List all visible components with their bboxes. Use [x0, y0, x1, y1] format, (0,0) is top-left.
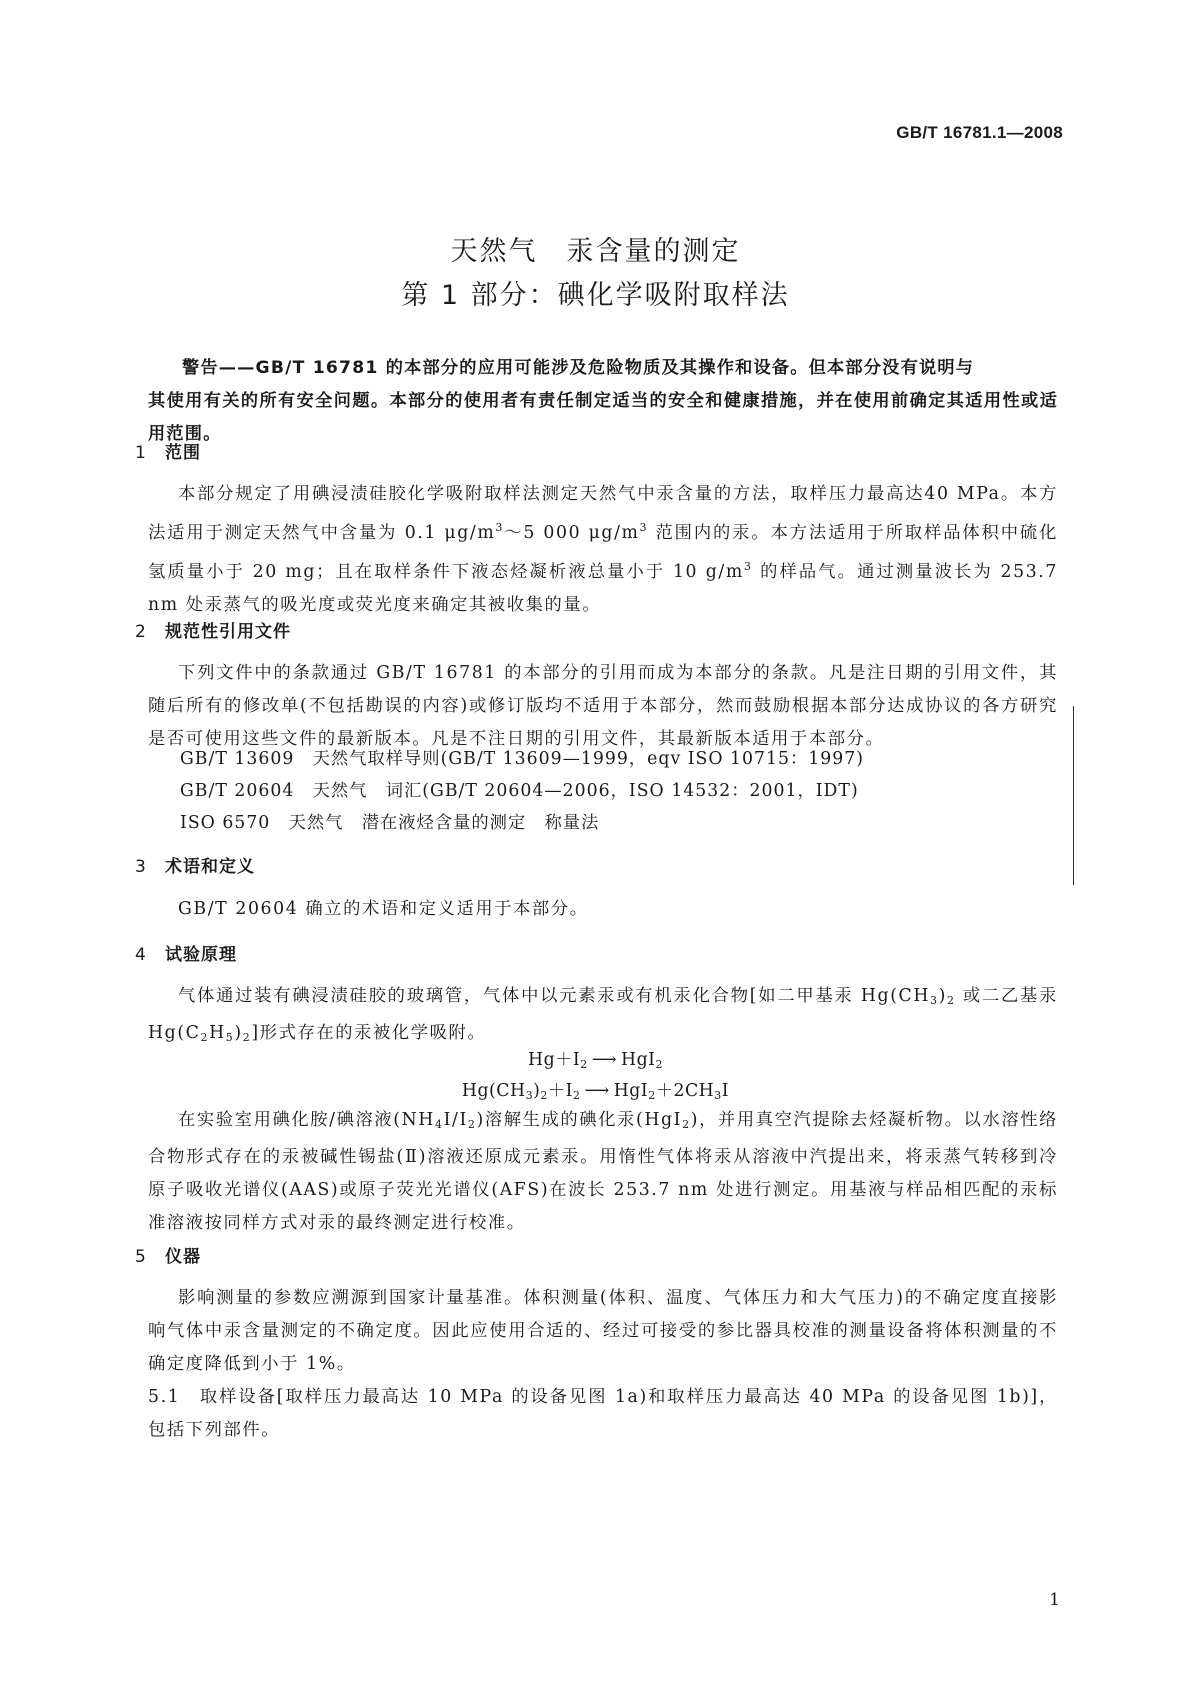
- text: 气体通过装有碘浸渍硅胶的玻璃管，气体中以元素汞或有机汞化合物[如二甲基汞 Hg(CH: [178, 986, 931, 1006]
- normative-intro: 下列文件中的条款通过 GB/T 16781 的本部分的引用而成为本部分的条款。凡是注日期的引用文件，其随后所有的修改单(不包括勘误的内容)或修订版均不适用于本部分，然而鼓励根据本部分达成协议的各方研究是否可使用这些文件的最新版本。凡是不注日期的引用文件，其最新版本适用于本部分。: [148, 663, 1058, 749]
- subscript: 2: [655, 1058, 663, 1071]
- eq-left: ＋I: [547, 1081, 573, 1101]
- equation-2: [0, 1076, 1191, 1102]
- scope-text-a: 本部分规定了用碘浸渍硅胶化学吸附取样法测定天然气中汞含量的方法，取样压力最高达40 MPa。本方法适用于测定天然气中含量为 0.1 μg/m: [148, 484, 1058, 543]
- section-number: 3: [135, 857, 147, 877]
- subscript: 2: [242, 1031, 252, 1044]
- section-title: 规范性引用文件: [165, 622, 291, 642]
- subscript: 2: [572, 1089, 581, 1102]
- subscript: 3: [930, 994, 939, 1007]
- scope-paragraph: [148, 478, 1058, 622]
- subscript: 2: [200, 1031, 210, 1044]
- section-3-heading: [135, 852, 255, 877]
- principle-paragraph-1: [148, 980, 1058, 1054]
- section-number: 2: [135, 622, 147, 642]
- text: ): [234, 1023, 243, 1043]
- section-number: 5: [135, 1247, 147, 1267]
- equation-1: [0, 1045, 1191, 1071]
- text: ]形式存在的汞被化学吸附。: [251, 1023, 487, 1043]
- superscript: 3: [743, 560, 753, 573]
- terms-paragraph: GB/T 20604 确立的术语和定义适用于本部分。: [178, 899, 589, 919]
- section-1-heading: [135, 438, 201, 463]
- subscript: 2: [467, 1118, 477, 1131]
- section-title: 术语和定义: [165, 857, 255, 877]
- subscript: 2: [947, 994, 956, 1007]
- reference-item: ISO 6570 天然气 潜在液烃含量的测定 称量法: [180, 813, 600, 833]
- section-number: 1: [135, 443, 147, 463]
- reaction-arrow-icon: ⟶: [591, 1050, 618, 1070]
- eq-left: Hg(CH: [461, 1081, 526, 1101]
- section-title: 试验原理: [165, 945, 237, 965]
- subscript: 3: [525, 1089, 534, 1102]
- change-bar: [1073, 706, 1074, 885]
- eq-right: ＋2CH: [655, 1081, 715, 1101]
- text: ): [938, 986, 947, 1006]
- subscript: 2: [540, 1089, 548, 1102]
- text: 或二乙基汞 Hg(C: [148, 986, 1059, 1043]
- subscript: 2: [648, 1089, 656, 1102]
- subscript: 4: [434, 1118, 444, 1131]
- scope-text-b: ～5 000 μg/m: [503, 523, 640, 543]
- title-line-2: 第 1 部分：碘化学吸附取样法: [401, 280, 790, 311]
- subscript: 2: [682, 1118, 691, 1131]
- superscript: 3: [639, 521, 649, 534]
- text: )，并用真空汽提除去烃凝析物。以水溶性络合物形式存在的汞被碱性锡盐(Ⅱ)溶液还原成元素汞。用惰性气体将汞从溶液中汽提出来，将汞蒸气转移到冷原子吸收光谱仪(AAS)或原子荧光光谱仪(AFS)在波长 253.7 nm 处进行测定。用基液与样品相匹配的汞标准溶液按同样方式对汞的最终测定进行校准。: [148, 1110, 1058, 1233]
- scope-text-c: 范围内的汞。本方法适用于所取样品体积中硫化氢质量小于 20 mg；且在取样条件下液态烃凝析液总量小于 10 g/m: [148, 523, 1058, 582]
- section-5-heading: [135, 1242, 201, 1267]
- subscript: 5: [225, 1031, 235, 1044]
- reference-item: GB/T 13609 天然气取样导则(GB/T 13609—1999，eqv ISO 10715：1997): [180, 749, 865, 769]
- eq-right: HgI: [613, 1081, 649, 1101]
- eq-left: Hg＋I: [528, 1050, 581, 1070]
- superscript: 3: [495, 521, 504, 534]
- reference-item: GB/T 20604 天然气 词汇(GB/T 20604—2006，ISO 14532：2001，IDT): [180, 781, 859, 801]
- page-number: 1: [1049, 1590, 1060, 1610]
- eq-right: I: [721, 1081, 730, 1101]
- text: I/I: [443, 1110, 468, 1130]
- principle-paragraph-2: [148, 1104, 1058, 1240]
- text: H: [209, 1023, 226, 1043]
- scope-text-d: 的样品气。通过测量波长为 253.7 nm 处汞蒸气的吸光度或荧光度来确定其被收集的量。: [148, 562, 1058, 615]
- standard-code: GB/T 16781.1—2008: [896, 123, 1063, 142]
- warning-rest: 其使用有关的所有安全问题。本部分的使用者有责任制定适当的安全和健康措施，并在使用前确定其适用性或适用范围。: [148, 391, 1058, 444]
- warning-line-1: 警告——GB/T 16781 的本部分的应用可能涉及危险物质及其操作和设备。但本部分没有说明与: [182, 358, 975, 378]
- section-2-heading: [135, 617, 291, 642]
- reaction-arrow-icon: ⟶: [584, 1081, 610, 1101]
- instruments-paragraph: 影响测量的参数应溯源到国家计量基准。体积测量(体积、温度、气体压力和大气压力)的不确定度直接影响气体中汞含量测定的不确定度。因此应使用合适的、经过可接受的参比器具校准的测量设备将体积测量的不确定度降低到小于 1%。: [148, 1288, 1058, 1374]
- clause-5-1: 5.1 取样设备[取样压力最高达 10 MPa 的设备见图 1a)和取样压力最高达 40 MPa 的设备见图 1b)]，包括下列部件。: [148, 1387, 1058, 1440]
- section-title: 范围: [165, 443, 201, 463]
- section-4-heading: [135, 940, 237, 965]
- section-title: 仪器: [165, 1247, 201, 1267]
- eq-left: ): [533, 1081, 541, 1101]
- text: 在实验室用碘化胺/碘溶液(NH: [178, 1110, 435, 1130]
- section-number: 4: [135, 945, 147, 965]
- eq-right: HgI: [621, 1050, 656, 1070]
- subscript: 3: [714, 1089, 722, 1102]
- title-line-1: 天然气 汞含量的测定: [450, 236, 741, 267]
- subscript: 2: [580, 1058, 588, 1071]
- text: )溶解生成的碘化汞(HgI: [476, 1110, 683, 1130]
- warning-block: [148, 352, 1058, 451]
